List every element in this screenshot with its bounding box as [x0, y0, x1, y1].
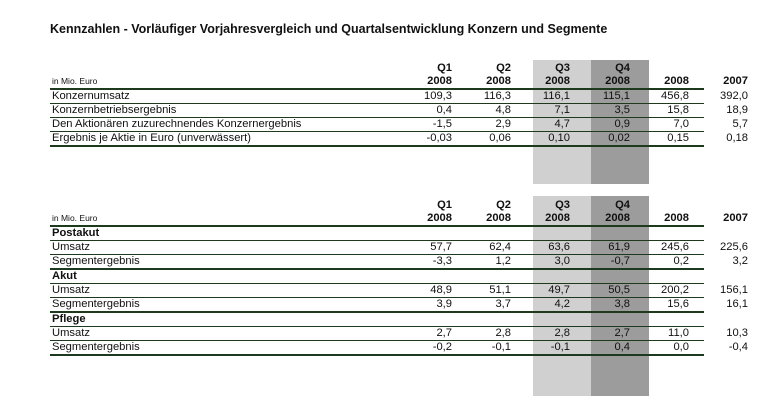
table-row [50, 255, 748, 270]
value-cell: 109,3 [424, 90, 452, 102]
column-header-period: Q3 [555, 199, 570, 211]
value-cell: 115,1 [602, 90, 630, 102]
column-header-year: 2008 [427, 212, 452, 224]
value-cell: 4,2 [554, 298, 570, 310]
value-cell: 61,9 [608, 241, 630, 253]
column-header-year: 2008 [545, 75, 570, 87]
column-header-period: Q4 [615, 199, 630, 211]
value-cell: 200,2 [661, 284, 689, 296]
value-cell: 2,8 [554, 327, 570, 339]
value-cell: 3,8 [614, 298, 630, 310]
value-cell: 456,8 [661, 90, 689, 102]
column-header-year: 2008 [605, 212, 630, 224]
value-cell: 225,6 [720, 241, 748, 253]
value-cell: 3,9 [436, 298, 452, 310]
unit-label: in Mio. Euro [52, 76, 98, 86]
section-title: Akut [52, 270, 77, 282]
section-heading [50, 313, 704, 327]
column-header-year: 2008 [545, 212, 570, 224]
table-row [50, 132, 748, 147]
value-cell: 2,7 [436, 327, 452, 339]
table-row [50, 327, 748, 341]
section-heading [50, 227, 704, 241]
table-row [50, 298, 748, 313]
header-row [50, 62, 704, 75]
row-label: Konzernbetriebsergebnis [52, 104, 177, 116]
value-cell: 51,1 [489, 284, 511, 296]
value-cell: 116,1 [542, 90, 570, 102]
value-cell: 10,3 [726, 327, 748, 339]
column-header-year: 2008 [664, 75, 689, 87]
column-header-year: 2008 [605, 75, 630, 87]
key-figures-table [50, 62, 748, 147]
value-cell: 2,8 [495, 327, 511, 339]
value-cell: -0,7 [610, 255, 630, 267]
value-cell: 0,18 [726, 132, 748, 144]
value-cell: 63,6 [548, 241, 570, 253]
row-label: Ergebnis je Aktie in Euro (unverwässert) [52, 132, 251, 144]
column-header-period: Q1 [437, 199, 452, 211]
column-header-year: 2008 [486, 75, 511, 87]
row-label: Umsatz [52, 284, 90, 296]
row-label: Den Aktionären zuzurechnendes Konzernergebnis [52, 118, 302, 130]
value-cell: 62,4 [489, 241, 511, 253]
value-cell: 3,7 [495, 298, 511, 310]
value-cell: -0,03 [426, 132, 452, 144]
segment-table [50, 199, 748, 356]
value-cell: -0,4 [728, 341, 748, 353]
value-cell: 116,3 [483, 90, 511, 102]
value-cell: 49,7 [548, 284, 570, 296]
value-cell: -0,2 [432, 341, 452, 353]
table-row [50, 118, 748, 132]
value-cell: 2,7 [614, 327, 630, 339]
value-cell: 18,9 [726, 104, 748, 116]
value-cell: 245,6 [661, 241, 689, 253]
column-header-year: 2007 [723, 75, 748, 87]
value-cell: 7,1 [554, 104, 570, 116]
value-cell: -0,1 [491, 341, 511, 353]
value-cell: 392,0 [720, 90, 748, 102]
row-label: Umsatz [52, 241, 90, 253]
column-header-period: Q1 [437, 62, 452, 74]
value-cell: 57,7 [430, 241, 452, 253]
column-header-period: Q2 [496, 62, 511, 74]
value-cell: 16,1 [726, 298, 748, 310]
row-label: Segmentergebnis [52, 298, 140, 310]
value-cell: 0,0 [673, 341, 689, 353]
column-header-period: Q3 [555, 62, 570, 74]
header-row [50, 199, 704, 212]
column-header-year: 2008 [486, 212, 511, 224]
value-cell: 0,2 [673, 255, 689, 267]
value-cell: 3,2 [732, 255, 748, 267]
value-cell: 3,5 [614, 104, 630, 116]
value-cell: -1,5 [432, 118, 452, 130]
value-cell: 156,1 [720, 284, 748, 296]
value-cell: 5,7 [732, 118, 748, 130]
value-cell: 4,7 [554, 118, 570, 130]
column-header-year: 2008 [664, 212, 689, 224]
value-cell: 4,8 [495, 104, 511, 116]
row-label: Konzernumsatz [52, 90, 130, 102]
value-cell: 0,06 [489, 132, 511, 144]
value-cell: 0,4 [614, 341, 630, 353]
table-row [50, 104, 748, 118]
unit-label: in Mio. Euro [52, 213, 98, 223]
value-cell: 7,0 [673, 118, 689, 130]
header-row [50, 212, 748, 227]
value-cell: 0,9 [614, 118, 630, 130]
column-header-period: Q4 [615, 62, 630, 74]
column-header-year: 2007 [723, 212, 748, 224]
value-cell: 15,8 [667, 104, 689, 116]
table-row [50, 90, 748, 104]
row-label: Segmentergebnis [52, 255, 140, 267]
page-title: Kennzahlen - Vorläufiger Vorjahresvergleich und Quartalsentwicklung Konzern und Segmente [50, 22, 608, 36]
value-cell: 0,02 [608, 132, 630, 144]
value-cell: 0,10 [548, 132, 570, 144]
value-cell: 11,0 [668, 327, 689, 339]
section-heading [50, 270, 704, 284]
value-cell: -3,3 [432, 255, 452, 267]
value-cell: 15,6 [667, 298, 689, 310]
row-label: Umsatz [52, 327, 90, 339]
column-header-period: Q2 [496, 199, 511, 211]
section-title: Pflege [52, 313, 86, 325]
row-label: Segmentergebnis [52, 341, 140, 353]
value-cell: 50,5 [608, 284, 630, 296]
value-cell: 3,0 [554, 255, 570, 267]
table-row [50, 241, 748, 255]
value-cell: 48,9 [430, 284, 452, 296]
section-title: Postakut [52, 227, 100, 239]
value-cell: 0,4 [436, 104, 452, 116]
value-cell: 1,2 [495, 255, 511, 267]
table-row [50, 284, 748, 298]
value-cell: 2,9 [495, 118, 511, 130]
column-header-year: 2008 [427, 75, 452, 87]
table-row [50, 341, 748, 356]
value-cell: -0,1 [550, 341, 570, 353]
value-cell: 0,15 [667, 132, 689, 144]
header-row [50, 75, 748, 90]
